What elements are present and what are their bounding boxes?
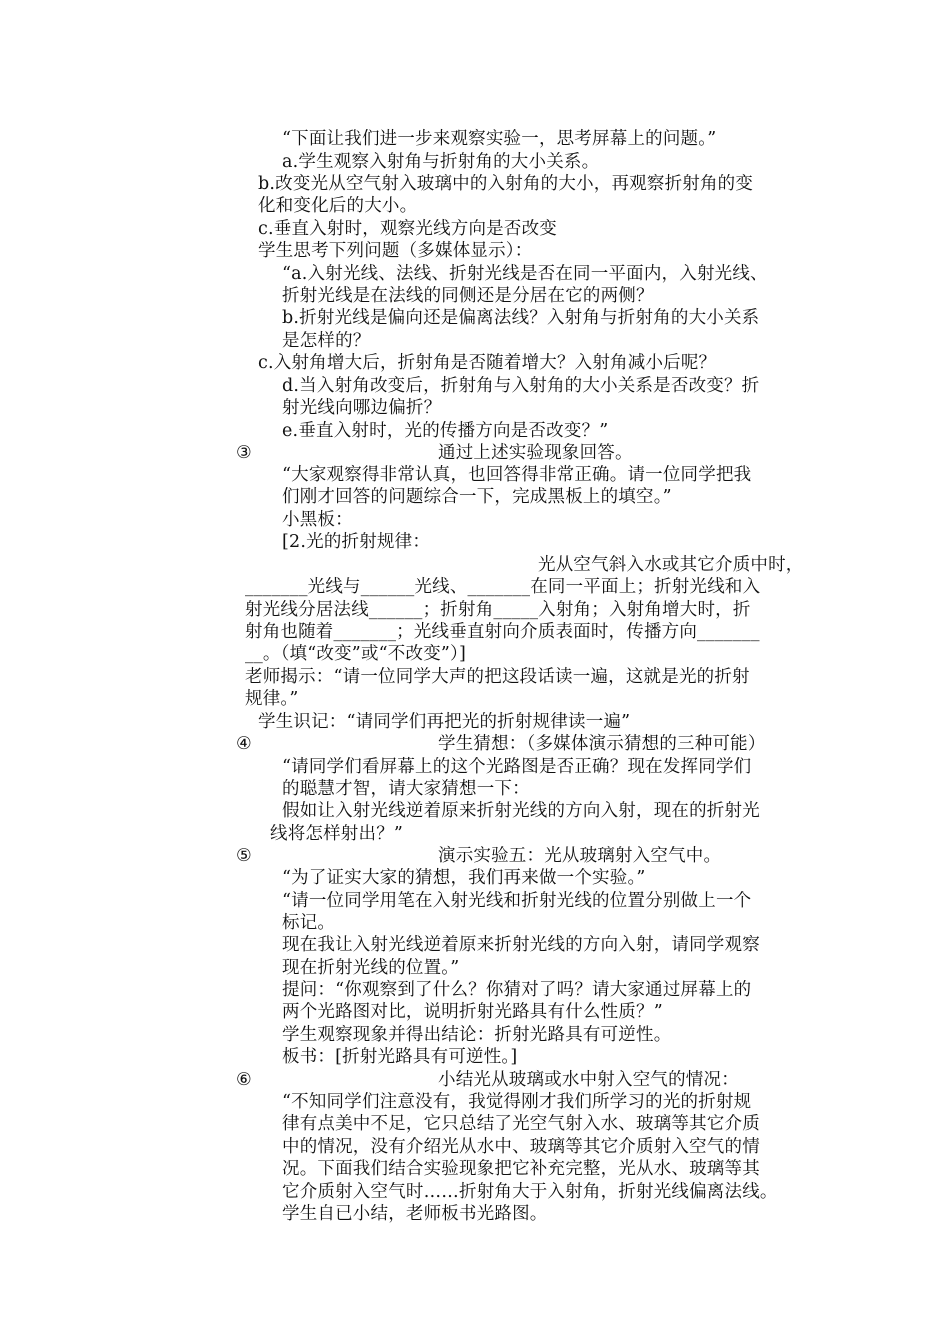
text-line: 现在折射光线的位置。” <box>282 958 460 978</box>
text-line: 光从空气斜入水或其它介质中时， <box>538 555 804 575</box>
text-line: “a.入射光线、法线、折射光线是否在同一平面内，入射光线、 <box>282 264 768 284</box>
text-line: 学生思考下列问题（多媒体显示）： <box>258 241 533 261</box>
text-line: 们刚才回答的问题综合一下，完成黑板上的填空。” <box>282 487 672 507</box>
text-line: a.学生观察入射角与折射角的大小关系。 <box>282 152 600 172</box>
text-line: 射光线向哪边偏折？ <box>282 398 442 418</box>
text-line: 演示实验五：光从玻璃射入空气中。 <box>438 846 722 866</box>
text-line: ⑤ <box>236 846 252 866</box>
text-line: 射光线分居法线______；折射角_____入射角；入射角增大时，折 <box>245 600 751 620</box>
text-line: __。（填“改变”或“不改变”）] <box>245 644 467 664</box>
text-line: b.改变光从空气射入玻璃中的入射角的大小，再观察折射角的变 <box>258 174 754 194</box>
text-line: c.垂直入射时，观察光线方向是否改变 <box>258 219 557 239</box>
text-line: 是怎样的？ <box>282 331 371 351</box>
text-line: 律有点美中不足，它只总结了光空气射入水、玻璃等其它介质 <box>282 1114 760 1134</box>
text-line: 化和变化后的大小。 <box>258 196 418 216</box>
text-line: 它介质射入空气时……折射角大于入射角，折射光线偏离法线。 <box>282 1182 778 1202</box>
text-line: ③ <box>236 443 252 463</box>
text-line: 射角也随着_______；光线垂直射向介质表面时，传播方向_______ <box>245 622 760 642</box>
text-line: _______光线与______光线、_______在同一平面上；折射光线和入 <box>245 577 761 597</box>
text-line: “下面让我们进一步来观察实验一，思考屏幕上的问题。” <box>282 129 717 149</box>
text-line: 小黑板： <box>282 510 353 530</box>
text-line: b.折射光线是偏向还是偏离法线？入射角与折射角的大小关系 <box>282 308 760 328</box>
text-line: 标记。 <box>282 913 336 933</box>
text-line: “请一位同学用笔在入射光线和折射光线的位置分别做上一个 <box>282 891 752 911</box>
text-line: ⑥ <box>236 1070 252 1090</box>
text-line: 学生自已小结，老师板书光路图。 <box>282 1204 548 1224</box>
text-line: 通过上述实验现象回答。 <box>438 443 633 463</box>
text-line: 老师揭示：“请一位同学大声的把这段话读一遍，这就是光的折射 <box>245 667 750 687</box>
text-line: “为了证实大家的猜想，我们再来做一个实验。” <box>282 868 646 888</box>
text-line: c.入射角增大后，折射角是否随着增大？入射角减小后呢？ <box>258 353 717 373</box>
text-line: 假如让入射光线逆着原来折射光线的方向入射，现在的折射光 <box>282 801 760 821</box>
text-line: 线将怎样射出？” <box>270 824 404 844</box>
text-line: e.垂直入射时，光的传播方向是否改变？” <box>282 421 609 441</box>
text-line: 现在我让入射光线逆着原来折射光线的方向入射，请同学观察 <box>282 935 760 955</box>
text-line: 提问：“你观察到了什么？你猜对了吗？请大家通过屏幕上的 <box>282 980 752 1000</box>
text-line: 两个光路图对比，说明折射光路具有什么性质？” <box>282 1002 663 1022</box>
text-line: 学生识记：“请同学们再把光的折射规律读一遍” <box>258 712 631 732</box>
text-line: “不知同学们注意没有，我觉得刚才我们所学习的光的折射规 <box>282 1092 752 1112</box>
text-line: 学生观察现象并得出结论：折射光路具有可逆性。 <box>282 1025 672 1045</box>
text-line: 板书：[折射光路具有可逆性。] <box>282 1047 518 1067</box>
text-line: “大家观察得非常认真，也回答得非常正确。请一位同学把我 <box>282 465 752 485</box>
text-line: 折射光线是在法线的同侧还是分居在它的两侧？ <box>282 286 654 306</box>
text-line: 况。下面我们结合实验现象把它补充完整，光从水、玻璃等其 <box>282 1159 760 1179</box>
text-line: ④ <box>236 734 252 754</box>
text-line: 中的情况，没有介绍光从水中、玻璃等其它介质射入空气的情 <box>282 1137 760 1157</box>
text-line: d.当入射角改变后，折射角与入射角的大小关系是否改变？折 <box>282 376 760 396</box>
text-line: 的聪慧才智，请大家猜想一下： <box>282 779 530 799</box>
text-line: 小结光从玻璃或水中射入空气的情况： <box>438 1070 739 1090</box>
text-line: 规律。” <box>245 689 299 709</box>
text-line: “请同学们看屏幕上的这个光路图是否正确？现在发挥同学们 <box>282 757 752 777</box>
text-line: [2.光的折射规律： <box>282 532 431 552</box>
text-line: 学生猜想：（多媒体演示猜想的三种可能） <box>438 734 766 754</box>
